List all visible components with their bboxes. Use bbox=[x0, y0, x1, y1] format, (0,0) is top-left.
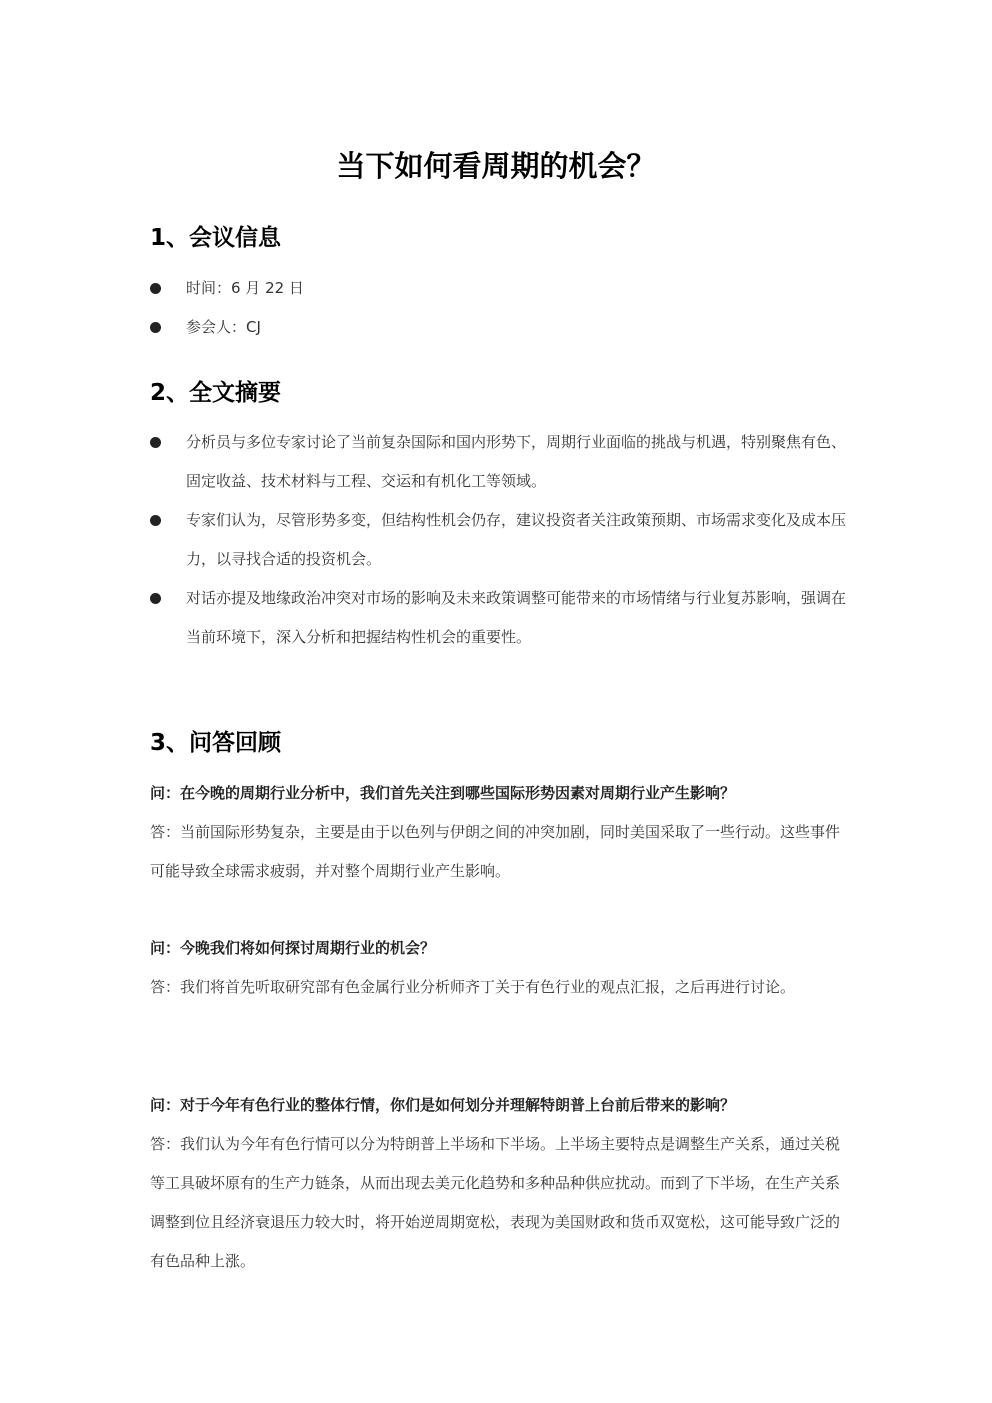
bullet-dot-icon bbox=[150, 437, 161, 448]
summary-item bbox=[150, 423, 850, 501]
qa-item bbox=[150, 774, 842, 891]
meeting-info-attendee: 参会人：CJ bbox=[186, 318, 261, 336]
section-heading-summary: 2、全文摘要 bbox=[150, 380, 282, 406]
summary-item-text: 分析员与多位专家讨论了当前复杂国际和国内形势下，周期行业面临的挑战与机遇，特别聚焦有色、固定收益、技术材料与工程、交运和有机化工等领域。 bbox=[186, 433, 847, 490]
meeting-info-item bbox=[150, 308, 850, 347]
document-title: 当下如何看周期的机会？ bbox=[336, 149, 656, 183]
summary-item-text: 专家们认为，尽管形势多变，但结构性机会仍存，建议投资者关注政策预期、市场需求变化及成本压力，以寻找合适的投资机会。 bbox=[186, 511, 847, 568]
bullet-dot-icon bbox=[150, 593, 161, 604]
qa-question: 问：在今晚的周期行业分析中，我们首先关注到哪些国际形势因素对周期行业产生影响？ bbox=[150, 784, 736, 802]
meeting-info-list bbox=[150, 269, 850, 347]
bullet-dot-icon bbox=[150, 322, 161, 333]
summary-item bbox=[150, 501, 850, 579]
qa-answer: 答：我们认为今年有色行情可以分为特朗普上半场和下半场。上半场主要特点是调整生产关系，通过关税等工具破坏原有的生产力链条，从而出现去美元化趋势和多种品种供应扰动。而到了下半场，在生产关系调整到位且经济衰退压力较大时，将开始逆周期宽松，表现为美国财政和货币双宽松，这可能导致广泛的有色品种上涨。 bbox=[150, 1135, 841, 1270]
qa-item bbox=[150, 929, 842, 1007]
section-heading-qa: 3、问答回顾 bbox=[150, 730, 282, 756]
qa-question: 问：对于今年有色行业的整体行情，你们是如何划分并理解特朗普上台前后带来的影响？ bbox=[150, 1096, 736, 1114]
qa-answer: 答：当前国际形势复杂，主要是由于以色列与伊朗之间的冲突加剧，同时美国采取了一些行动。这些事件可能导致全球需求疲弱，并对整个周期行业产生影响。 bbox=[150, 823, 841, 880]
meeting-info-time: 时间：6 月 22 日 bbox=[186, 279, 304, 297]
summary-item-text: 对话亦提及地缘政治冲突对市场的影响及未来政策调整可能带来的市场情绪与行业复苏影响，强调在当前环境下，深入分析和把握结构性机会的重要性。 bbox=[186, 589, 847, 646]
meeting-info-item bbox=[150, 269, 850, 308]
bullet-dot-icon bbox=[150, 515, 161, 526]
summary-item bbox=[150, 579, 850, 657]
qa-question: 问：今晚我们将如何探讨周期行业的机会？ bbox=[150, 939, 436, 957]
bullet-dot-icon bbox=[150, 283, 161, 294]
qa-item bbox=[150, 1086, 842, 1281]
section-heading-meeting-info: 1、会议信息 bbox=[150, 225, 282, 251]
summary-list bbox=[150, 423, 850, 657]
qa-answer: 答：我们将首先听取研究部有色金属行业分析师齐丁关于有色行业的观点汇报，之后再进行讨论。 bbox=[150, 978, 796, 996]
